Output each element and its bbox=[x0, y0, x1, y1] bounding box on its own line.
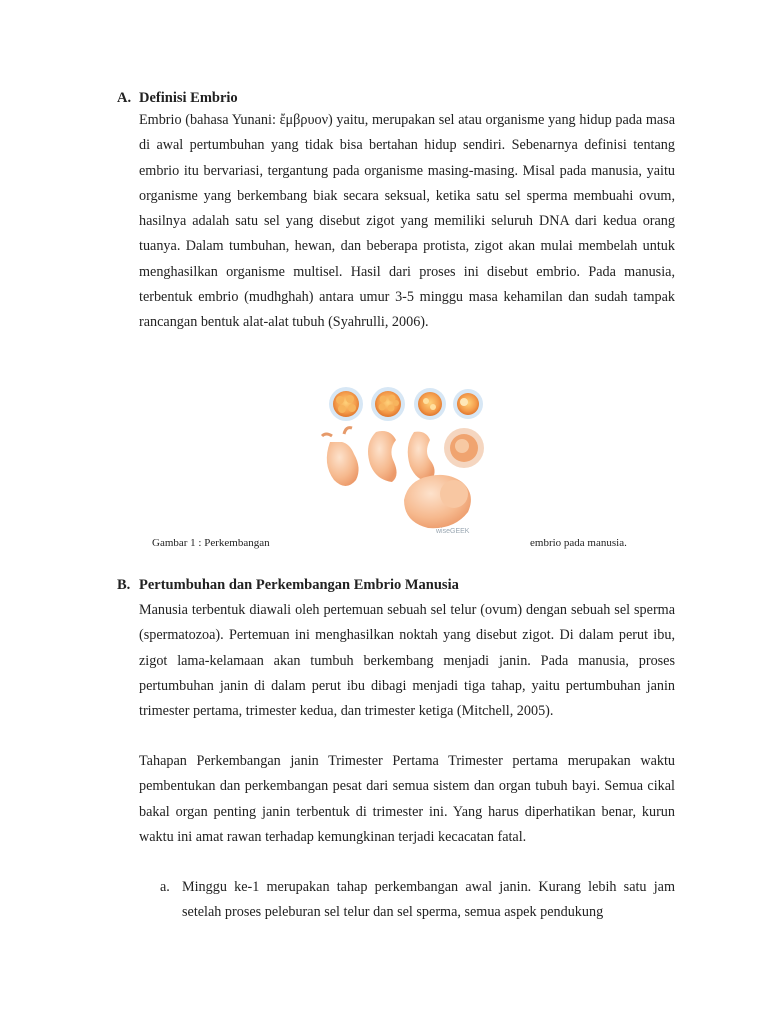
list-item-marker: a. bbox=[160, 879, 170, 895]
figure-caption-left: Gambar 1 : Perkembangan bbox=[152, 537, 270, 549]
embryo-development-figure bbox=[312, 384, 492, 534]
figure-caption-right: embrio pada manusia. bbox=[530, 537, 627, 549]
cell-stage-3 bbox=[414, 388, 446, 420]
cell-stage-2 bbox=[371, 387, 405, 421]
section-b-number: B. bbox=[117, 577, 131, 593]
section-b-paragraph-2: Tahapan Perkembangan janin Trimester Pertama Trimester pertama merupakan waktu pembentukan dan perkembangan pesat dari semua sistem dan organ tubuh bayi. Semua cikal bakal organ penting janin terbentuk di trimester ini. Yang harus diperhatikan benar, kurun waktu ini amat rawan terhadap kemungkinan terjadi kecacatan fatal. bbox=[139, 753, 675, 845]
embryo-illustration bbox=[312, 384, 492, 534]
cell-stage-4 bbox=[453, 389, 483, 419]
figure-watermark: wiseGEEK bbox=[436, 528, 470, 534]
embryo-c-shape bbox=[408, 432, 435, 481]
section-b-paragraph-1: Manusia terbentuk diawali oleh pertemuan sebuah sel telur (ovum) dengan sebuah sel sperma (spermatozoa). Pertemuan ini menghasilkan noktah yang disebut zigot. Di dalam perut ibu, zigot lama-kelamaan akan tumbuh berkembang menjadi janin. Pada manusia, proses pertumbuhan janin di dalam perut ibu dibagi menjadi tiga tahap, yaitu pertumbuhan janin trimester pertama, trimester kedua, dan trimester ketiga (Mitchell, 2005). bbox=[139, 602, 675, 720]
embryo-sac bbox=[444, 428, 484, 468]
section-a-heading bbox=[117, 88, 238, 108]
embryo-early bbox=[327, 442, 359, 486]
section-a-paragraph: Embrio (bahasa Yunani: ἔμβρυον) yaitu, merupakan sel atau organisme yang hidup pada masa di awal pertumbuhan yang tidak bisa bertahan hidup sendiri. Sebenarnya definisi tentang embrio itu bervariasi, tergantung pada organisme masing-masing. Misal pada manusia, yaitu organisme yang berkembang biak secara seksual, ketika satu sel sperma membuahi ovum, hasilnya adalah satu sel yang disebut zigot yang memiliki seluruh DNA dari kedua orang tuanya. Dalam tumbuhan, hewan, dan beberapa protista, zigot akan mulai membelah untuk menghasilkan organisme multisel. Hasil dari proses ini disebut embrio. Pada manusia, terbentuk embrio (mudhghah) antara umur 3-5 minggu masa kehamilan dan sudah tampak rancangan bentuk alat-alat tubuh (Syahrulli, 2006). bbox=[139, 112, 675, 331]
section-a-number: A. bbox=[117, 90, 132, 106]
section-b-title: Pertumbuhan dan Perkembangan Embrio Manusia bbox=[139, 577, 459, 593]
embryo-curved bbox=[368, 431, 397, 482]
list-item bbox=[160, 875, 675, 926]
section-a-title: Definisi Embrio bbox=[139, 90, 238, 106]
section-b-heading bbox=[117, 575, 459, 595]
list-item-text: Minggu ke-1 merupakan tahap perkembangan awal janin. Kurang lebih satu jam setelah proses peleburan sel telur dan sel sperma, semua aspek pendukung bbox=[182, 879, 675, 921]
cell-stage-1 bbox=[329, 387, 363, 421]
